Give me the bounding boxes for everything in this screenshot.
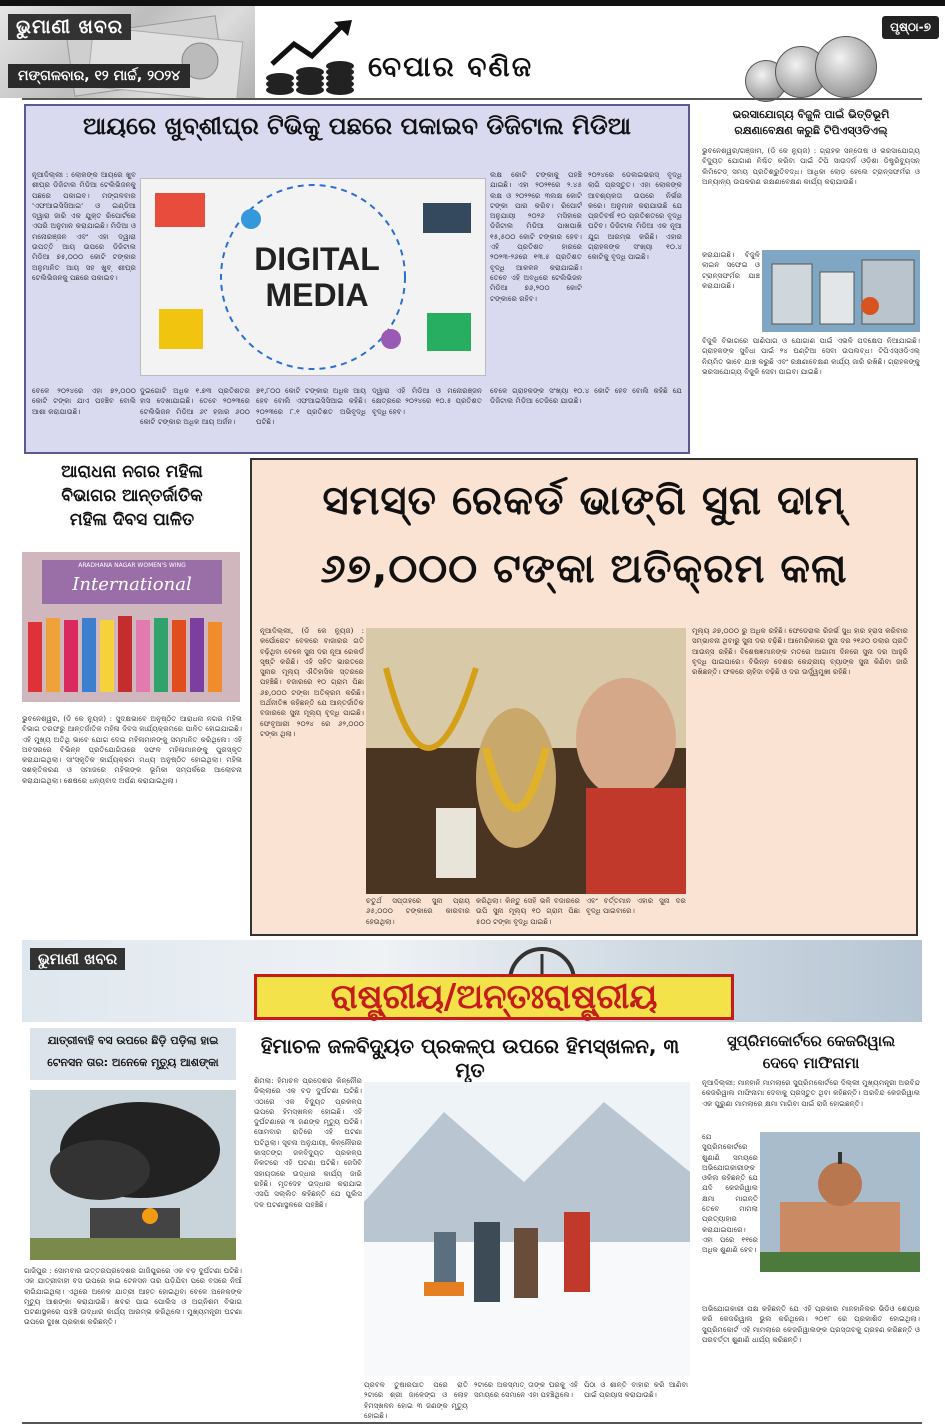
snow-rescue-photo (364, 1082, 690, 1376)
story-column: ନୂଆଦିଲ୍ଲୀ : ଲୋକଙ୍କ ଆୟରେ ଖୁବ ଶୀଘ୍ର ଡିଜିଟାଲ ମିଡିଆ ଟେଲିଭିଜନକୁ ପଛରେ ପକାଇବ। ମଙ୍ଗଳବାର 'ଏଫଆଇସିସିଆଇ' ଓ ଇଣ୍ଡିଆ ଦ୍ୱାରା ଜାରି ଏକ ଯୁକ୍ତ ରିପୋର୍ଟରେ ଏପରି ଅନୁମାନ କରାଯାଇଛି। ମିଡିଆ ଓ ମନୋରଞ୍ଜନ ଏବଂ ଏହା ଦ୍ୱାରା ଉପତ୍ତି ଆୟ ଉପରେ ଡିଜିଟାଲ ମିଡିଆ ୭୫,୦୦୦ କୋଟି ଟଙ୍କାର ଅନୁମାନିତ ଆୟ ସହ ଖୁବ୍ ଶୀଘ୍ର ଟେଲିଭିଜନକୁ ପଛରେ ପକାଇବ। (32, 170, 136, 282)
story-headline: ମହିଳା ଦିବସ ପାଳିତ (69, 510, 195, 530)
section-title: ବେପାର ବଣିଜ (368, 50, 534, 83)
story-headline: ଟେନସନ ତାର: ଅନେକେ ମୃତ୍ୟୁ ଆଶଙ୍କା (47, 1056, 219, 1069)
supreme-court-photo (760, 1132, 920, 1272)
gold-price-story (250, 458, 918, 936)
story-column: ଦ୍ୱାରା ଏହି ମିଡିଆ ଓ ମନୋରଞ୍ଜନ କ୍ଷେତ୍ରରେ ୨୦୨୪ରେ ୧୦.୫ ପ୍ରତିଶତ ବୃଦ୍ଧି ହେବ। (372, 386, 482, 416)
masthead (0, 6, 945, 98)
story-column: ଭୁବନେଶ୍ୱର/ଗଞ୍ଜାମ, (ଡି କେ ନ୍ୟୁଜ) : ଗ୍ରାହକ ସନ୍ତୋଷ ଓ ଭରସାଯୋଗ୍ୟ ବିଦ୍ୟୁତ ଯୋଗାଣ ନିଶ୍ଚିତ କରିବା ପାଇଁ ଟିପି ସାଉଦର୍ନ ଓଡ଼ିଶା ଡିଷ୍ଟ୍ରିବ୍ୟୁସନ୍ ଲିମିଟେଡ୍ ସମୟ ପ୍ରତିଶ୍ରୁତିବଦ୍ଧ। ଆଧିକା ଲୋଡ଼ ହେଲେ ଟ୍ରାନ୍ସଫର୍ମର ଓ ଅନ୍ୟାନ୍ୟ ଉପକରଣ ରକ୍ଷଣାବେକ୍ଷଣ କାର୍ଯ୍ୟ କରାଯାଉଛି। (702, 146, 920, 186)
story-column: ଭୁବନେଶ୍ୱର, (ଡି କେ ନ୍ୟୁଜ) : ସୁଦକ୍ଷଭାବେ ଅନୁଷ୍ଠିତ ଆରାଧନା ନଗର ମହିଳା ବିଭାଗ ତରଫରୁ ଆନ୍ତର୍ଜାତିକ ମହିଳା ଦିବସ କାର୍ଯ୍ୟକ୍ରମରେ ପାଳିତ ହୋଇଯାଇଛି। ଏହି ମୁଖ୍ୟ ଅତିଥି ଭାବେ ଯୋଗ ଦେଇ ମହିଳାମାନଙ୍କୁ ସମ୍ମାନିତ କରିଥିଲେ। ଏହି ଅବସରରେ ବିଭିନ୍ନ ପ୍ରତିଯୋଗିତାରେ ସଫଳ ମହିଳାମାନଙ୍କୁ ପୁରସ୍କୃତ କରାଯାଇଥିଲା। ସାଂସ୍କୃତିକ କାର୍ଯ୍ୟକ୍ରମ ମଧ୍ୟ ଅନୁଷ୍ଠିତ ହୋଇଥିଲା। ମହିଳା ସଶକ୍ତିକରଣ ଓ ସମାଜରେ ମହିଳାଙ୍କ ଭୂମିକା ସମ୍ପର୍କରେ ଆଲୋଚନା କରାଯାଇଥିଲା। ଶେଷରେ ଧନ୍ୟବାଦ ଅର୍ପଣ କରାଯାଇଥିଲା। (22, 714, 242, 785)
story-column: ଅଭିଯୋଗକାରୀ ପକ୍ଷ କହିଛନ୍ତି ଯେ ଏହି ପ୍ରକାର ମାନହାନିକର ଭିଡିଓ ଶେୟାର କରି କେଜରିୱାଲ ଭୁଲ କରିଥିଲେ। ୨୦୧୮ ରେ ପ୍ରକାଶିତ ହୋଇଥିଲା। ସୁପ୍ରିମକୋର୍ଟ ଏହି ମାମଲାରେ କେଜରିୱାଲଙ୍କ ପ୍ରସ୍ତାବକୁ ଗ୍ରହଣ କରିଛନ୍ତି ଓ ପରବର୍ତ୍ତୀ ଶୁଣାଣି ଧାର୍ଯ୍ୟ କରିଛନ୍ତି। (702, 1304, 920, 1344)
bus-accident-story (22, 1028, 244, 1424)
newspaper-brand: ଭୁମାଣୀ ଖବର (8, 14, 131, 40)
womens-day-photo (22, 552, 240, 702)
story-column: ଗାଜିପୁର : ସୋମବାର ଉତ୍ତରପ୍ରଦେଶର ଗାଜିପୁରରେ ଏକ ବଡ଼ ଦୁର୍ଘଟଣା ଘଟିଛି। ଏକ ଯାତ୍ରୀବାହୀ ବସ ଉପରେ ହାଇ ଟେନସନ ତାର ପଡ଼ିଯିବା ପରେ ବସରେ ନିଆଁ ଲାଗିଯାଇଥିଲା। ଏଥିରେ ଅନେକ ଯାତ୍ରୀ ଆହତ ହୋଇଥିବା ବେଳେ ଅନେକଙ୍କ ମୃତ୍ୟୁ ଆଶଙ୍କା କରାଯାଉଛି। ଖବର ପାଇ ପୋଲିସ ଓ ଅଗ୍ନିଶମ ବିଭାଗ ଘଟଣାସ୍ଥଳରେ ପହଞ୍ଚି ଉଦ୍ଧାର କାର୍ଯ୍ୟ ଆରମ୍ଭ କରିଥିଲେ। ମୁଖ୍ୟମନ୍ତ୍ରୀ ଘଟଣା ଉପରେ ଦୁଃଖ ପ୍ରକାଶ କରିଛନ୍ତି। (24, 1266, 242, 1327)
gold-jewellery-photo (366, 628, 686, 894)
story-column: ୭୧,୮୦୦ କୋଟି ଟଙ୍କାର ଅଧିକ ଆୟ ହେବ ବୋଲି ଏଫଆଇସିସିଆଇ କହିଛି। ୨୦୨୩ରେ ୮.୧ ପ୍ରତିଶତ ଅଭିବୃଦ୍ଧି ଘଟିଛି। (256, 386, 366, 426)
national-banner (22, 940, 922, 1022)
substation-photo (762, 250, 920, 332)
story-column: ଚତୁର୍ଥ ସପ୍ତାହରେ ସୁନା ପ୍ରାୟ ୬୫,୦୦୦ ଟଙ୍କାରେ କାରବାର ହେଉଥିଲା। (366, 896, 470, 926)
story-column: ନୂଆଦିଲ୍ଲୀ: ମାନହାନି ମାମଲାରେ ସୁପ୍ରିମକୋର୍ଟରେ ଦିଲ୍ଲୀ ମୁଖ୍ୟମନ୍ତ୍ରୀ ଅରବିନ୍ଦ କେଜରିୱାଲ ମାଫିନାମା ଦେବାକୁ ପ୍ରସ୍ତୁତ ଥିବା କହିଛନ୍ତି। ଅରବିନ୍ଦ କେଜରିୱାଲ ଏକ ପୁରୁଣା ମାମଲାରେ କ୍ଷମା ମାଗିବା ପାଇଁ ରାଜି ହୋଇଛନ୍ତି। (702, 1078, 920, 1108)
story-column: ବେଳେ ଗ୍ରାହକଙ୍କ ସଂଖ୍ୟା ୧୦.୪ କୋଟି ହେବ ବୋଲି କହିଛି ଯେ ଡିଜିଟାଲ ମିଡିଆ ତେଜିରେ ଯାଉଛି। (490, 386, 682, 406)
story-headline: ସୁପ୍ରିମକୋର୍ଟରେ କେଜରିୱାଲ (726, 1032, 896, 1050)
story-column: ପ୍ରବଳ ତୁଷାରପାତ ପରେ ରାତି ୨ଟାରେ ଶ୍ରୀ ଜାଳେଙ୍ଗ ଓ ଲୋହ ହିମସ୍ଖଳନ ହୋଇ ୩ ଜଣଙ୍କ ମୃତ୍ୟୁ ହୋଇଛି। (364, 1380, 468, 1420)
newspaper-brand: ଭୁମାଣୀ ଖବର (30, 948, 125, 970)
footer-rule (22, 1422, 922, 1424)
story-column: ଲକ୍ଷ କୋଟି ଟଙ୍କାକୁ ପହଞ୍ଚି ଯାଇଛି। ଏହା ୨୦୨୧ରେ ୨.୪୫ ଲକ୍ଷ ଓ ୨୦୨୨ରେ ୩ଲକ୍ଷ କୋଟି ଟଙ୍କା ପାର କରିବ। ରିପୋର୍ଟ ଅନୁଯାୟୀ ୨୦୨୬ ମସିହାରେ ଡିଜିଟାଲ ମିଡିଆ ପାଖପାଖି ୧୫,୫୦୦ କୋଟି ଟଙ୍କାର ହେବ। ଏହି ପ୍ରତିଶତ ହାରରେ ୨୦୨୩-୨୬ରେ ୧୩.୫ ପ୍ରତିଶତ ବୃଦ୍ଧି ଆକଳନ କରାଯାଇଛି। ତେବେ ଏହି ଅବଧିରେ ଟେଲିଭିଜନ ମିଡିଆ ୭୬,୨୦୦ କୋଟି ଟଙ୍କାରେ ରହିବ। (490, 170, 582, 303)
story-column: ବେଳେ ୨୦୨୪ରେ ଏହା ୭୨,୦୦୦ କୋଟି ଟଙ୍କା ଯାଏ ପହଞ୍ଚିବ ବୋଲି ଆଶା କରାଯାଉଛି। (32, 386, 136, 416)
story-headline: ରକ୍ଷଣାବେକ୍ଷଣ କରୁଛି ଟିପିଏସ୍‌ଓଡିଏଲ୍ (734, 124, 888, 137)
section-title: ରାଷ୍ଟ୍ରୀୟ/ଅନ୍ତଃରାଷ୍ଟ୍ରୀୟ (254, 974, 734, 1020)
story-headline: ଯାତ୍ରୀବାହି ବସ ଉପରେ ଛିଡ଼ି ପଡ଼ିଲା ହାଇ (47, 1034, 219, 1047)
image-word-digital: DIGITAL (254, 241, 380, 277)
image-word-media: MEDIA (265, 277, 369, 313)
story-headline: ବିଭାଗର ଆନ୍ତର୍ଜାତିକ (61, 486, 203, 506)
banner-subtitle: ARADHANA NAGAR WOMEN'S WING (78, 562, 186, 569)
story-column: କରିଥିଲା। କିନ୍ତୁ ସେହି ଭଳି ବଜାରରେ ଉପି ସୁନା ମୂଲ୍ୟ ୧୦ ଗ୍ରାମ ପିଛା ୫୦୦ ଟଙ୍କା ବୃଦ୍ଧି ପାଇଛି। (476, 896, 580, 926)
story-column: କରାଯାଇଛି। ବିଜୁଳି ଲାଇନ ସଫେଇ ଓ ଟ୍ରାନ୍ସଫର୍ମର ଯାଞ୍ଚ କରାଯାଉଛି। (702, 250, 760, 290)
masthead-divider (22, 98, 922, 100)
story-column: ଯେ ସୁପ୍ରିମକୋର୍ଟରେ ଶୁଣାଣି ସମୟରେ ଅଭିଯୋଗକାରୀଙ୍କ ଓକିଲ କହିଛନ୍ତି ଯେ ଯଦି କେଜରିୱାଲ କ୍ଷମା ମାଗନ୍ତି ତେବେ ମାମଲା ପ୍ରତ୍ୟାହାର କରାଯାଇପାରେ। ଏହା ପରେ ୧୧ରେ ଅଧିକ ଶୁଣାଣି ହେବ। (702, 1132, 758, 1255)
story-headline: ୬୭,୦୦୦ ଟଙ୍କା ଅତିକ୍ରମ କଲା (320, 546, 848, 592)
story-headline: ସମସ୍ତ ରେକର୍ଡ ଭାଙ୍ଗି ସୁନା ଦାମ୍ (322, 478, 846, 524)
story-column: ୨ଟାରେ ଅକସ୍ମାତ୍ ତାଙ୍କ ଘରକୁ ଏହି ସମୟରେ ସେମାନେ ଏହା ପହଞ୍ଚିଥିଲେ। (474, 1380, 578, 1400)
coins-growth-icon (262, 14, 362, 98)
digital-media-image (140, 178, 486, 376)
himachal-story (248, 1028, 692, 1424)
tpsodl-story (700, 104, 922, 454)
story-column: ଏବଂ ବର୍ତ୍ତମାନ ଏହାର ସୁନା ଦର ବୃଦ୍ଧି ପାଇବାରେ। (586, 896, 686, 916)
image-caption-text (237, 241, 397, 313)
womens-day-story (22, 460, 242, 932)
digital-media-story (24, 104, 690, 454)
story-column: ନୂଆଦିଲ୍ଲୀ, (ଡି କେ ନ୍ୟୁଜ) : କର୍ପୋରେଟ ବେଳରେ ବାଜାରର ଗତି ବଢ଼ିଥିବା ବେଳେ ସୁନା ଦର ନୂଆ ରେକର୍ଡ ସୃଷ୍ଟି କରିଛି। ଏହି ସହିତ ଭାରତରେ ସୁନାର ମୂଲ୍ୟ ଐତିହାସିକ ସ୍ତରରେ ପହଞ୍ଚିଛି। ବଜାରରେ ୧୦ ଗ୍ରାମ ପିଛା ୬୭,୦୦୦ ଟଙ୍କା ଅତିକ୍ରମ କରିଛି। ଅର୍ଥନୀତିଜ୍ଞ କହିଛନ୍ତି ଯେ ଆନ୍ତର୍ଜାତିକ ବଜାରରେ ସୁନା ମୂଲ୍ୟ ବୃଦ୍ଧି ପାଇଛି। ଫେବୃଆରୀ ୨୦୨୪ ରେ ୬୨,୦୦୦ ଟଙ୍କା ଥିଲା। (260, 626, 364, 738)
story-headline: ଆୟରେ ଖୁବ୍‌ଶୀଘ୍ର ଟିଭିକୁ ପଛରେ ପକାଇବ ଡିଜିଟାଲ ମିଡିଆ (82, 112, 632, 140)
story-headline: ହିମାଚଳ ଜଳବିଦ୍ୟୁତ ପ୍ରକଳ୍ପ ଉପରେ ହିମସ୍ଖଳନ, ୩ ମୃତ (260, 1034, 680, 1082)
issue-date: ମଙ୍ଗଳବାର, ୧୨ ମାର୍ଚ୍ଚ, ୨୦୨୪ (8, 64, 190, 88)
headline-box (30, 1028, 236, 1080)
story-headline: ଦେବେ ମାଫିନାମା (762, 1054, 860, 1072)
story-column: ୨୦୨୪ରେ ଡେଲଇଭରସ୍ ବୃଦ୍ଧି ଲାଗି ପ୍ରସ୍ତୁତ। ଏହା ଲୋକଙ୍କ ଆବଶ୍ୟକତା ଉପରେ ନିର୍ଭର କରେ। ଅନୁମାନ କରାଯାଉଛି ଯେ ପ୍ରତିବର୍ଷ ୧୦ ପ୍ରତିଶତରେ ବୃଦ୍ଧି ଘଟିବ। ଡିଜିଟାଲ ମିଡିଆ ଏକ ନୂଆ ଯୁଗ ଆରମ୍ଭ କରିଛି। ଏହାର ଗ୍ରାହକଙ୍କ ସଂଖ୍ୟା ୧୦.୪ କୋଟିକୁ ବୃଦ୍ଧି ପାଇଛି। (588, 170, 682, 262)
page-number: ପୃଷ୍ଠା-୭ (882, 16, 939, 39)
story-column: ମୂଲ୍ୟ ୬୭,୦୦୦ ରୁ ଅଧିକ ରହିଛି। ଫେଡେରାଲ ରିଜର୍ଭ ସୁଧ ହାର ହ୍ରାସ କରିବାର ସମ୍ଭାବନା ଥିବାରୁ ସୁନା ଦର ବଢ଼ିଛି। ଆମେରିକାରେ ସୁନା ଦର ୨୧୬୦ ଡଲାର ପ୍ରତି ଆଉନ୍ସ ରହିଛି। ବିଶେଷଜ୍ଞମାନଙ୍କ ମତରେ ଆଗାମୀ ଦିନରେ ସୁନା ଦର ଆହୁରି ବୃଦ୍ଧି ପାଇପାରେ। ବିଭିନ୍ନ ଦେଶର କେନ୍ଦ୍ରୀୟ ବ୍ୟାଙ୍କ ସୁନା କିଣିବା ଜାରି ରଖିଛନ୍ତି। ଫଳରେ ଚାହିଦା ବଢ଼ିଛି ଓ ଦର ଊର୍ଦ୍ଧ୍ୱମୁଖୀ ରହିଛି। (692, 626, 908, 677)
story-column: ଦୁଇଗୋଟି ଅଧିକ ୧.୭୩ ପ୍ରତିଶତର ହାସ ଦେଖାଯାଇଛି। ତେବେ ୨୦୨୩ରେ ଟେଲିଭିଜନ ମିଡିଆ ୬୯ ହଜାର ୬୦୦ କୋଟି ଟଙ୍କାର ଅଧିକ ଆୟ ଅର୍ଜନ। (140, 386, 250, 426)
supreme-court-story (700, 1028, 922, 1424)
story-headline: ଭରସାଯୋଗ୍ୟ ବିଜୁଳି ପାଇଁ ଭିତ୍ତିଭୂମି (732, 108, 890, 121)
story-column: ପିଠା ଓ ଶାନ୍ତି ବାହାର କରି ଆଣିବା ପାଇଁ ପ୍ରୟାସ କରାଯାଉଛି। (584, 1380, 688, 1400)
coin-stack-image (745, 36, 885, 98)
story-column: ବିଜୁଳି ବିଭାଗରେ ପାଣିପାଗ ଓ ଯୋଗାଣ ପାଇଁ ଏଭଳି ପଦକ୍ଷେପ ନିଆଯାଇଛି। ଗ୍ରାହକଙ୍କ ସୁବିଧା ପାଇଁ ୨୪ ଘଣ୍ଟିଆ ସେବା ଉପଲବ୍ଧ। ଟିପିଏସ୍‌ଓଡିଏଲ୍ ନିୟମିତ ଭାବେ ଯାଞ୍ଚ କରୁଛି ଏବଂ ରକ୍ଷଣାବେକ୍ଷଣ କାର୍ଯ୍ୟ ଜାରି ରଖିଛି। ଗ୍ରାହକଙ୍କୁ ଭରସାଯୋଗ୍ୟ ବିଜୁଳି ସେବା ପାଇବା ଯାଇଛି। (702, 336, 920, 376)
story-column: ଶିମଲା: ହିମାଚଳ ପ୍ରଦେଶର କିନ୍ନୌର ଜିଲ୍ଲାରେ ଏକ ବଡ଼ ଦୁର୍ଘଟଣା ଘଟିଛି। ଏଠାରେ ଏକ ବିଦ୍ୟୁତ ପ୍ରକଳ୍ପ ଉପରେ ହିମସ୍ଖଳନ ହୋଇଛି। ଏହି ଦୁର୍ଘଟଣାରେ ୩ ଜଣଙ୍କ ମୃତ୍ୟୁ ଘଟିଛି। ସୋମବାର ରାତିରେ ଏହି ଘଟଣା ଘଟିଥିଲା। ସୂଚନା ଅନୁଯାୟୀ, କିନ୍ନୌରର କାସ୍ତଙ୍ଗ ଜଳବିଦ୍ୟୁତ ପ୍ରକଳ୍ପ ନିକଟରେ ଏହି ଘଟଣା ଘଟିଛି। ଜେସିବି ସହାୟତାରେ ଉଦ୍ଧାର କାର୍ଯ୍ୟ ଜାରି ରହିଛି। ମୃତଦେହ ଉଦ୍ଧାର କରାଯାଇ ଏସପି ସଲ୍ଲିତ କହିଛନ୍ତି ଯେ ପୁଲିସ ଦଳ ଘଟଣାସ୍ଥଳରେ ପହଞ୍ଚିଛି। (254, 1076, 362, 1209)
banner-title: International (72, 574, 192, 595)
bus-fire-photo (30, 1090, 236, 1260)
story-headline: ଆରାଧନା ନଗର ମହିଳା (61, 462, 203, 482)
